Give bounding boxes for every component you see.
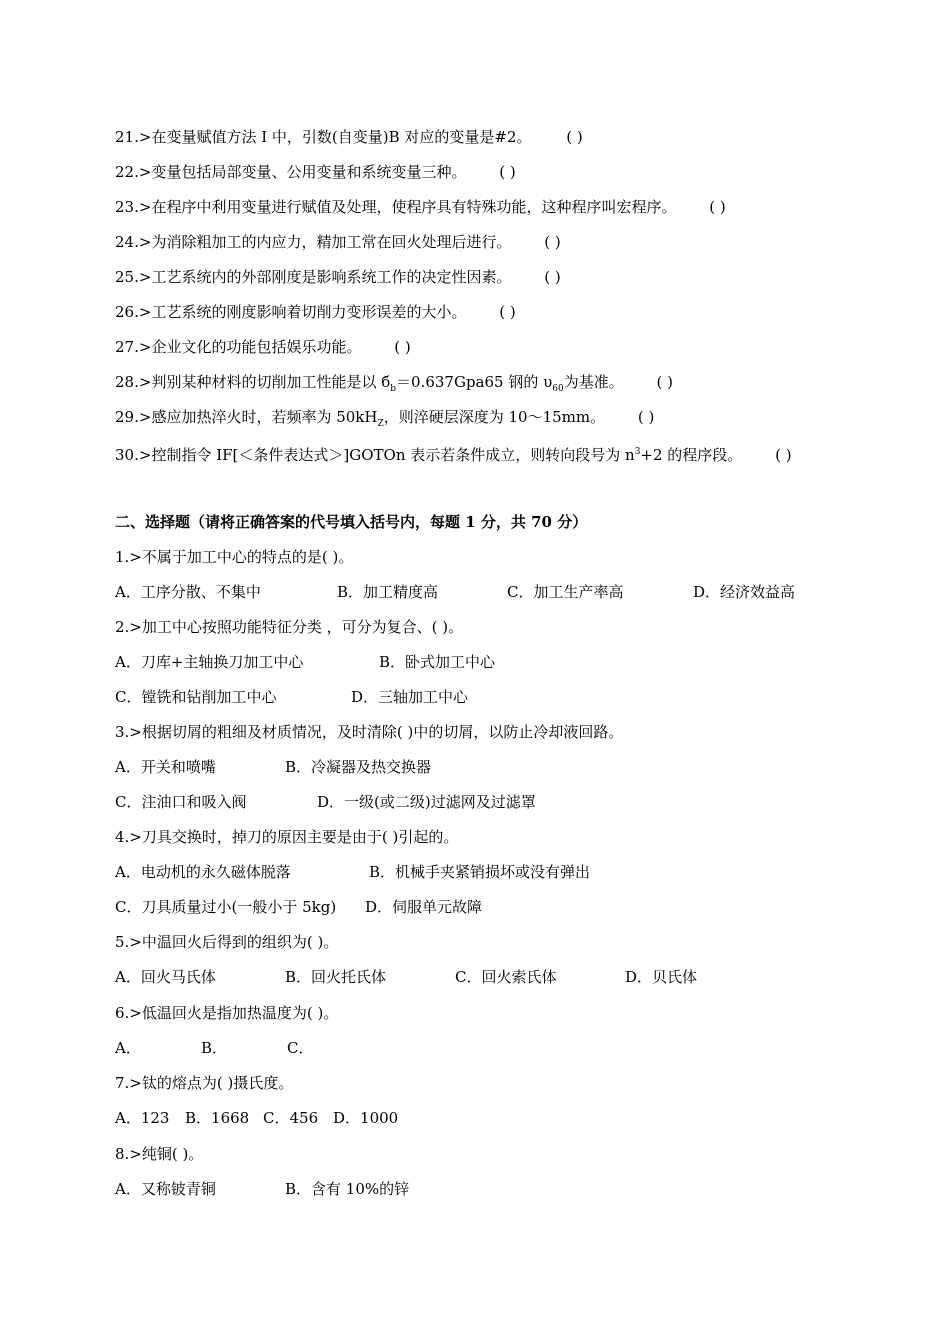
option-a: A．刀库+主轴换刀加工中心 xyxy=(115,653,304,671)
option-c: C．刀具质量过小(一般小于 5kg) xyxy=(115,898,337,916)
option-a: A．工序分散、不集中 xyxy=(115,583,261,601)
question-5: 5.>中温回火后得到的组织为( )。 xyxy=(115,933,339,951)
option-b: B．1668 xyxy=(185,1109,250,1127)
answer-paren: ( ) xyxy=(544,268,561,286)
option-d: D．1000 xyxy=(333,1109,399,1127)
option-d: D．一级(或二级)过滤网及过滤罩 xyxy=(317,793,536,811)
answer-paren: ( ) xyxy=(637,408,655,426)
option-d: D．伺服单元故障 xyxy=(365,898,483,916)
option-c: C．注油口和吸入阀 xyxy=(115,793,247,811)
judgement-item-22: 22.>变量包括局部变量、公用变量和系统变量三种。 ( ) xyxy=(115,163,516,181)
option-c: C．回火索氏体 xyxy=(455,968,557,986)
question-2: 2.>加工中心按照功能特征分类 ，可分为复合、( )。 xyxy=(115,618,464,636)
question-3-options-row2 xyxy=(115,792,536,812)
answer-paren: ( ) xyxy=(394,338,411,356)
option-c: C． xyxy=(287,1039,314,1057)
question-4-options-row1 xyxy=(115,862,590,882)
judgement-item-30: 30.>控制指令 IF[＜条件表达式＞]GOTOn 表示若条件成立，则转向段号为 $n^3+2$ 的程序段。 ( ) xyxy=(115,446,792,464)
judgement-item-25: 25.>工艺系统内的外部刚度是影响系统工作的决定性因素。 ( ) xyxy=(115,268,561,286)
question-7-options xyxy=(115,1108,398,1128)
option-d: D．贝氏体 xyxy=(625,968,698,986)
question-8-options xyxy=(115,1179,409,1199)
judgement-item-26: 26.>工艺系统的刚度影响着切削力变形误差的大小。 ( ) xyxy=(115,303,516,321)
option-b: B．冷凝器及热交换器 xyxy=(285,758,432,776)
question-1-options xyxy=(115,582,795,602)
question-6: 6.>低温回火是指加热温度为( )。 xyxy=(115,1004,339,1022)
option-c: C．456 xyxy=(263,1109,319,1127)
question-6-options xyxy=(115,1038,313,1058)
option-a: A．又称铍青铜 xyxy=(115,1180,216,1198)
question-2-options-row1 xyxy=(115,652,495,672)
judgement-item-29: 29.>感应加热淬火时，若频率为 $50kH_Z$，则淬硬层深度为 10～15mm。 ( ) xyxy=(115,408,655,429)
question-2-options-row2 xyxy=(115,687,468,707)
question-7: 7.>钛的熔点为( )摄氏度。 xyxy=(115,1074,294,1092)
judgement-item-23: 23.>在程序中利用变量进行赋值及处理，使程序具有特殊功能，这种程序叫宏程序。 ( ) xyxy=(115,198,726,216)
option-b: B．机械手夹紧销损坏或没有弹出 xyxy=(369,863,591,881)
answer-paren: ( ) xyxy=(499,163,516,181)
option-a: A． xyxy=(115,1039,141,1057)
answer-paren: ( ) xyxy=(775,446,792,464)
option-c: C．加工生产率高 xyxy=(507,583,624,601)
option-b: B．回火托氏体 xyxy=(285,968,387,986)
question-4: 4.>刀具交换时，掉刀的原因主要是由于( )引起的。 xyxy=(115,828,459,846)
answer-paren: ( ) xyxy=(566,128,583,146)
option-b: B． xyxy=(201,1039,228,1057)
judgement-item-21: 21.>在变量赋值方法 I 中，引数(自变量)B 对应的变量是#2。 ( ) xyxy=(115,128,583,146)
answer-paren: ( ) xyxy=(709,198,726,216)
answer-paren: ( ) xyxy=(656,373,673,391)
judgement-item-27: 27.>企业文化的功能包括娱乐功能。 ( ) xyxy=(115,338,411,356)
option-b: B．卧式加工中心 xyxy=(379,653,496,671)
option-b: B．加工精度高 xyxy=(337,583,439,601)
option-a: A．回火马氏体 xyxy=(115,968,216,986)
answer-paren: ( ) xyxy=(499,303,516,321)
judgement-item-28: 28.>判别某种材料的切削加工性能是以 $б_b=0.637Gpa65$ 钢的 $\upsilon_{60}$为基准。 ( ) xyxy=(115,373,673,394)
option-c: C．镗铣和钻削加工中心 xyxy=(115,688,277,706)
section-heading: 二、选择题（请将正确答案的代号填入括号内，每题 1 分，共 70 分） xyxy=(115,513,588,531)
question-3: 3.>根据切屑的粗细及材质情况，及时清除( )中的切屑，以防止冷却液回路。 xyxy=(115,723,624,741)
question-8: 8.>纯铜( )。 xyxy=(115,1145,204,1163)
question-3-options-row1 xyxy=(115,757,431,777)
question-4-options-row2 xyxy=(115,897,482,917)
option-b: B．含有 10%的锌 xyxy=(285,1180,410,1198)
option-a: A．123 xyxy=(115,1109,170,1127)
option-d: D．三轴加工中心 xyxy=(351,688,469,706)
answer-paren: ( ) xyxy=(544,233,561,251)
option-a: A．电动机的永久磁体脱落 xyxy=(115,863,291,881)
option-d: D．经济效益高 xyxy=(693,583,796,601)
option-a: A．开关和喷嘴 xyxy=(115,758,216,776)
judgement-item-24: 24.>为消除粗加工的内应力，精加工常在回火处理后进行。 ( ) xyxy=(115,233,561,251)
question-1: 1.>不属于加工中心的特点的是( )。 xyxy=(115,548,354,566)
question-5-options xyxy=(115,967,697,987)
